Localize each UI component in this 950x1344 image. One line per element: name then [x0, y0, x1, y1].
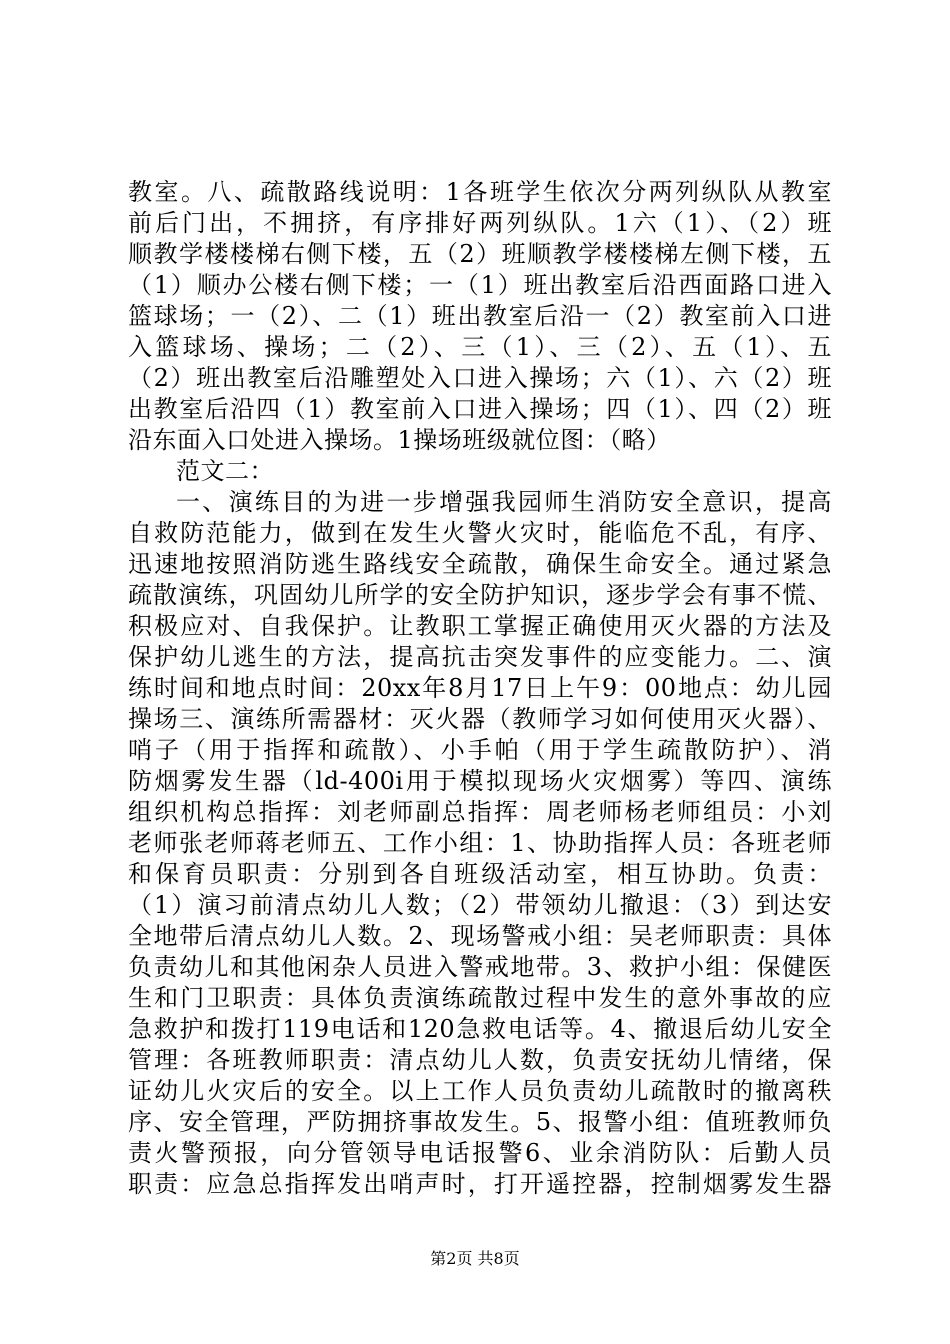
text-line: （2）班出教室后沿雕塑处入口进入操场；六（1）、六（2）班 — [128, 364, 832, 392]
text-line: 一、演练目的为进一步增强我园师生消防安全意识，提高 — [176, 488, 832, 516]
text-line: 组织机构总指挥：刘老师副总指挥：周老师杨老师组员：小刘 — [128, 798, 832, 826]
text-line: 负责幼儿和其他闲杂人员进入警戒地带。3、救护小组：保健医 — [128, 953, 832, 981]
text-line: （1）演习前清点幼儿人数；（2）带领幼儿撤退：（3）到达安 — [128, 891, 832, 919]
section-heading: 范文二： — [176, 457, 274, 485]
text-line: 老师张老师蒋老师五、工作小组：1、协助指挥人员：各班老师 — [128, 829, 832, 857]
text-line: 顺教学楼楼梯右侧下楼，五（2）班顺教学楼楼梯左侧下楼，五 — [128, 240, 832, 268]
text-line: 防烟雾发生器（ld-400i用于模拟现场火灾烟雾）等四、演练 — [128, 767, 832, 795]
text-line: 急救护和拨打119电话和120急救电话等。4、撤退后幼儿安全 — [128, 1015, 832, 1043]
text-line: 和保育员职责：分别到各自班级活动室，相互协助。负责： — [128, 860, 832, 888]
text-line: 管理：各班教师职责：清点幼儿人数，负责安抚幼儿情绪，保 — [128, 1046, 832, 1074]
text-line: 全地带后清点幼儿人数。2、现场警戒小组：吴老师职责：具体 — [128, 922, 832, 950]
text-line: 职责：应急总指挥发出哨声时，打开遥控器，控制烟雾发生器 — [128, 1170, 832, 1198]
text-line: 篮球场；一（2）、二（1）班出教室后沿一（2）教室前入口进 — [128, 302, 832, 330]
page-number: 第2页 共8页 — [430, 1249, 520, 1268]
text-line: 自救防范能力，做到在发生火警火灾时，能临危不乱，有序、 — [128, 519, 832, 547]
text-line: 沿东面入口处进入操场。1操场班级就位图：（略） — [128, 426, 671, 454]
text-line: 教室。八、疏散路线说明：1各班学生依次分两列纵队从教室 — [128, 178, 832, 206]
text-line: 哨子（用于指挥和疏散）、小手帕（用于学生疏散防护）、消 — [128, 736, 832, 764]
text-line: 出教室后沿四（1）教室前入口进入操场；四（1）、四（2）班 — [128, 395, 832, 423]
text-line: 生和门卫职责：具体负责演练疏散过程中发生的意外事故的应 — [128, 984, 832, 1012]
text-line: 证幼儿火灾后的安全。以上工作人员负责幼儿疏散时的撤离秩 — [128, 1077, 832, 1105]
text-line: 保护幼儿逃生的方法，提高抗击突发事件的应变能力。二、演 — [128, 643, 832, 671]
text-line: 前后门出，不拥挤，有序排好两列纵队。1六（1）、（2）班 — [128, 209, 832, 237]
text-line: 操场三、演练所需器材：灭火器（教师学习如何使用灭火器）、 — [128, 705, 832, 733]
text-line: （1）顺办公楼右侧下楼；一（1）班出教室后沿西面路口进入 — [128, 271, 832, 299]
text-line: 责火警预报，向分管领导电话报警6、业余消防队：后勤人员 — [128, 1139, 832, 1167]
text-line: 迅速地按照消防逃生路线安全疏散，确保生命安全。通过紧急 — [128, 550, 832, 578]
text-line: 疏散演练，巩固幼儿所学的安全防护知识，逐步学会有事不慌、 — [128, 581, 832, 609]
text-line: 序、安全管理，严防拥挤事故发生。5、报警小组：值班教师负 — [128, 1108, 832, 1136]
text-line: 积极应对、自我保护。让教职工掌握正确使用灭火器的方法及 — [128, 612, 832, 640]
text-line: 入篮球场、操场；二（2）、三（1）、三（2）、五（1）、五 — [128, 333, 832, 361]
text-line: 练时间和地点时间：20xx年8月17日上午9：00地点：幼儿园 — [128, 674, 832, 702]
